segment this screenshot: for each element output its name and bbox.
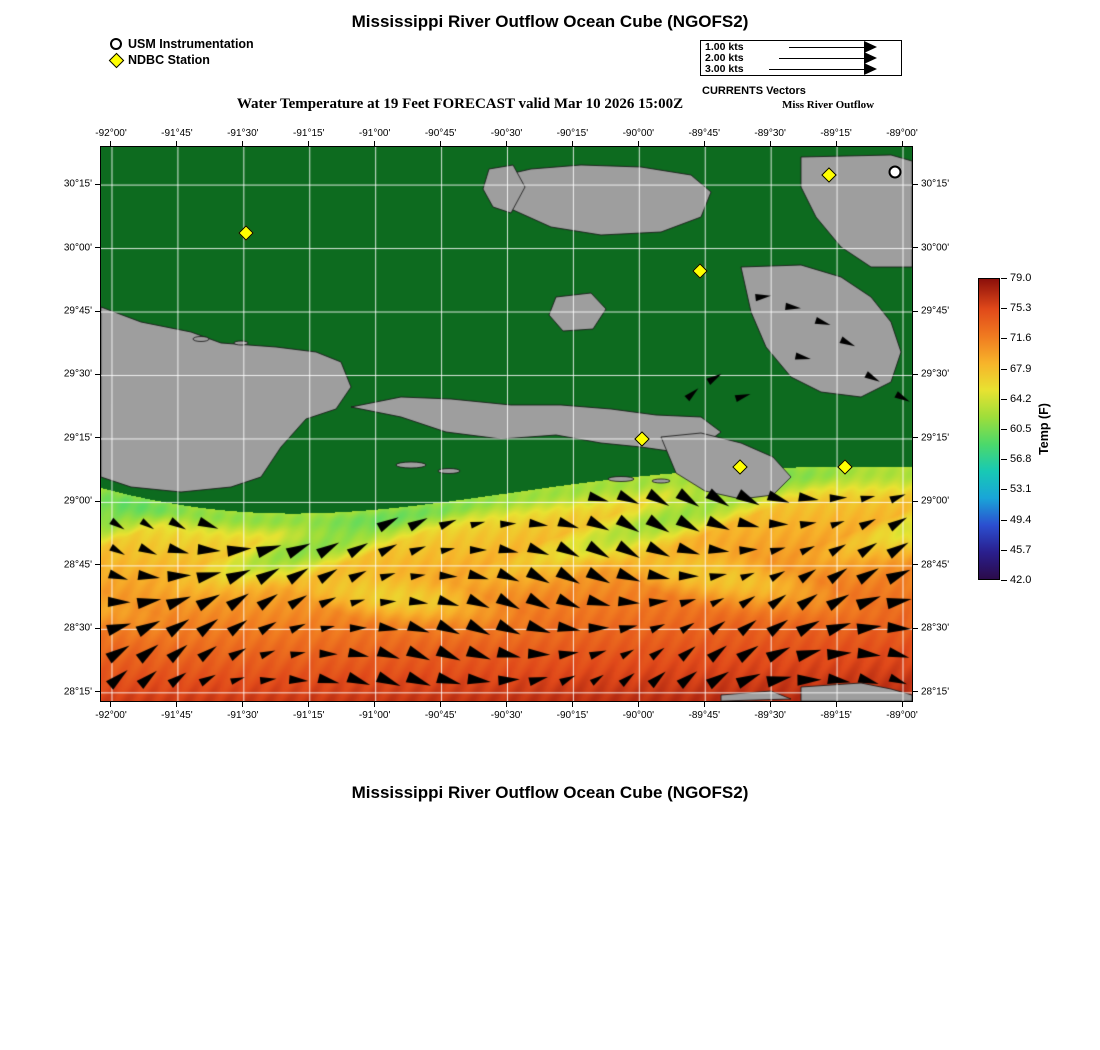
usm-instrumentation-marker[interactable]: [889, 166, 902, 179]
y-axis-tick-label: 30°15': [63, 178, 92, 190]
colorbar-title: Temp (F): [1037, 403, 1051, 455]
currents-vector-key: [700, 40, 902, 76]
colorbar-tick: [1001, 399, 1007, 400]
legend-item-usm: [108, 36, 254, 52]
x-axis-tick-label: -91°00': [358, 710, 391, 721]
map-subtitle: Water Temperature at 19 Feet FORECAST valid Mar 10 2026 15:00Z: [236, 96, 684, 112]
x-axis-tick-label: -89°30': [754, 710, 786, 721]
colorbar-tick: [1001, 520, 1007, 521]
x-axis-tick-label: -92°00': [95, 128, 127, 139]
colorbar-tick-label: 64.2: [1010, 392, 1032, 405]
x-axis-tick-label: -91°45': [161, 128, 193, 139]
colorbar-gradient: [978, 278, 1000, 580]
y-axis-tick-label: 29°30': [921, 368, 950, 380]
vector-key-caption: CURRENTS Vectors: [702, 85, 806, 97]
circle-marker-icon: [108, 38, 124, 50]
colorbar-tick: [1001, 278, 1007, 279]
colorbar-tick: [1001, 369, 1007, 370]
x-axis-tick: [242, 702, 243, 707]
y-axis-tick-label: 28°30': [63, 622, 92, 634]
y-axis-tick: [913, 501, 918, 502]
x-axis-tick: [902, 702, 903, 707]
x-axis-tick-label: -89°00': [886, 128, 918, 139]
y-axis-tick-label: 29°30': [63, 368, 92, 380]
colorbar-tick: [1001, 308, 1007, 309]
x-axis-tick: [440, 702, 441, 707]
colorbar-tick: [1001, 338, 1007, 339]
vector-key-row: [701, 64, 901, 75]
vector-shaft: [779, 58, 864, 59]
x-axis-tick: [638, 702, 639, 707]
x-axis-tick-label: -90°30': [490, 710, 523, 721]
diamond-marker-icon: [108, 55, 124, 66]
y-axis-tick: [913, 691, 918, 692]
x-axis-tick-label: -89°45': [688, 128, 720, 139]
x-axis-tick-label: -91°45': [161, 710, 193, 721]
colorbar-tick: [1001, 550, 1007, 551]
x-axis-tick-label: -90°45': [424, 128, 457, 139]
colorbar-tick-label: 71.6: [1010, 332, 1032, 345]
x-axis-tick-label: -89°00': [886, 710, 918, 721]
x-axis-tick-label: -90°00': [622, 710, 655, 721]
x-axis-tick-label: -91°30': [227, 128, 259, 139]
y-axis-tick-label: 28°30': [921, 622, 950, 634]
y-axis-tick-label: 29°45': [921, 305, 950, 317]
y-axis-tick: [913, 311, 918, 312]
vector-arrowhead: [864, 63, 877, 75]
y-axis-tick: [913, 628, 918, 629]
y-axis-tick: [913, 247, 918, 248]
x-axis-tick-label: -90°45': [424, 710, 457, 721]
x-axis-tick: [308, 702, 309, 707]
outflow-annotation: Miss River Outflow: [782, 99, 875, 111]
map-legend: [108, 36, 254, 68]
x-axis-tick: [374, 702, 375, 707]
x-axis-tick: [704, 702, 705, 707]
y-axis-tick: [913, 437, 918, 438]
x-axis-tick: [836, 702, 837, 707]
x-axis-tick-label: -90°00': [622, 128, 655, 139]
y-axis-tick-label: 30°00': [921, 242, 950, 254]
colorbar-tick-label: 75.3: [1010, 302, 1032, 315]
x-axis-tick-label: -92°00': [95, 710, 127, 721]
y-axis-tick-label: 28°15': [63, 686, 92, 698]
page-title: Mississippi River Outflow Ocean Cube (NGOFS2): [351, 12, 749, 31]
x-axis-tick: [110, 702, 111, 707]
x-axis-tick-label: -91°15': [292, 128, 325, 139]
y-axis-tick-label: 28°45': [921, 559, 950, 571]
y-axis-tick: [913, 564, 918, 565]
colorbar-tick-label: 42.0: [1010, 574, 1032, 586]
vector-key-label: 3.00 kts: [705, 63, 744, 75]
x-axis-tick: [176, 702, 177, 707]
colorbar-tick: [1001, 459, 1007, 460]
bottom-title: Mississippi River Outflow Ocean Cube (NGOFS2): [351, 783, 749, 802]
y-axis-tick-label: 30°15': [921, 178, 950, 190]
y-axis-tick-label: 29°45': [63, 305, 92, 317]
temperature-field-canvas: [101, 147, 912, 701]
colorbar-tick: [1001, 429, 1007, 430]
colorbar-tick: [1001, 489, 1007, 490]
colorbar-tick: [1001, 580, 1007, 581]
x-axis-tick-label: -89°30': [754, 128, 786, 139]
x-axis-tick-label: -91°15': [292, 710, 325, 721]
y-axis-tick-label: 28°45': [63, 559, 92, 571]
x-axis-tick-label: -89°15': [820, 128, 852, 139]
x-axis-tick-label: -91°00': [358, 128, 391, 139]
vector-shaft: [789, 47, 864, 48]
y-axis-tick-label: 29°00': [63, 495, 92, 507]
legend-item-ndbc: [108, 52, 254, 68]
colorbar-tick-label: 56.8: [1010, 453, 1032, 466]
colorbar-tick-label: 49.4: [1010, 513, 1032, 526]
y-axis-tick-label: 29°15': [921, 432, 950, 444]
x-axis-tick-label: -90°15': [556, 128, 589, 139]
colorbar-tick-label: 79.0: [1010, 272, 1032, 284]
y-axis-tick: [913, 374, 918, 375]
colorbar-tick-label: 60.5: [1010, 423, 1032, 435]
x-axis-tick-label: -89°45': [688, 710, 720, 721]
y-axis-tick-label: 30°00': [63, 242, 92, 254]
colorbar-tick-label: 67.9: [1010, 362, 1032, 375]
y-axis-tick-label: 29°15': [63, 432, 92, 444]
x-axis-tick: [770, 702, 771, 707]
x-axis-tick-label: -90°15': [556, 710, 589, 721]
vector-key-label: 2.00 kts: [705, 52, 744, 64]
x-axis-tick-label: -91°30': [227, 710, 259, 721]
x-axis-tick-label: -89°15': [820, 710, 852, 721]
vector-key-label: 1.00 kts: [705, 41, 744, 53]
colorbar-tick-label: 53.1: [1010, 483, 1032, 496]
legend-item-label: NDBC Station: [128, 53, 210, 67]
vector-shaft: [769, 69, 864, 70]
y-axis-tick-label: 29°00': [921, 495, 950, 507]
y-axis-tick-label: 28°15': [921, 686, 950, 698]
x-axis-tick: [506, 702, 507, 707]
x-axis-tick: [572, 702, 573, 707]
colorbar-tick-label: 45.7: [1010, 543, 1032, 556]
x-axis-tick-label: -90°30': [490, 128, 523, 139]
map-plot-area[interactable]: [100, 146, 913, 702]
legend-item-label: USM Instrumentation: [128, 37, 254, 51]
y-axis-tick: [913, 184, 918, 185]
